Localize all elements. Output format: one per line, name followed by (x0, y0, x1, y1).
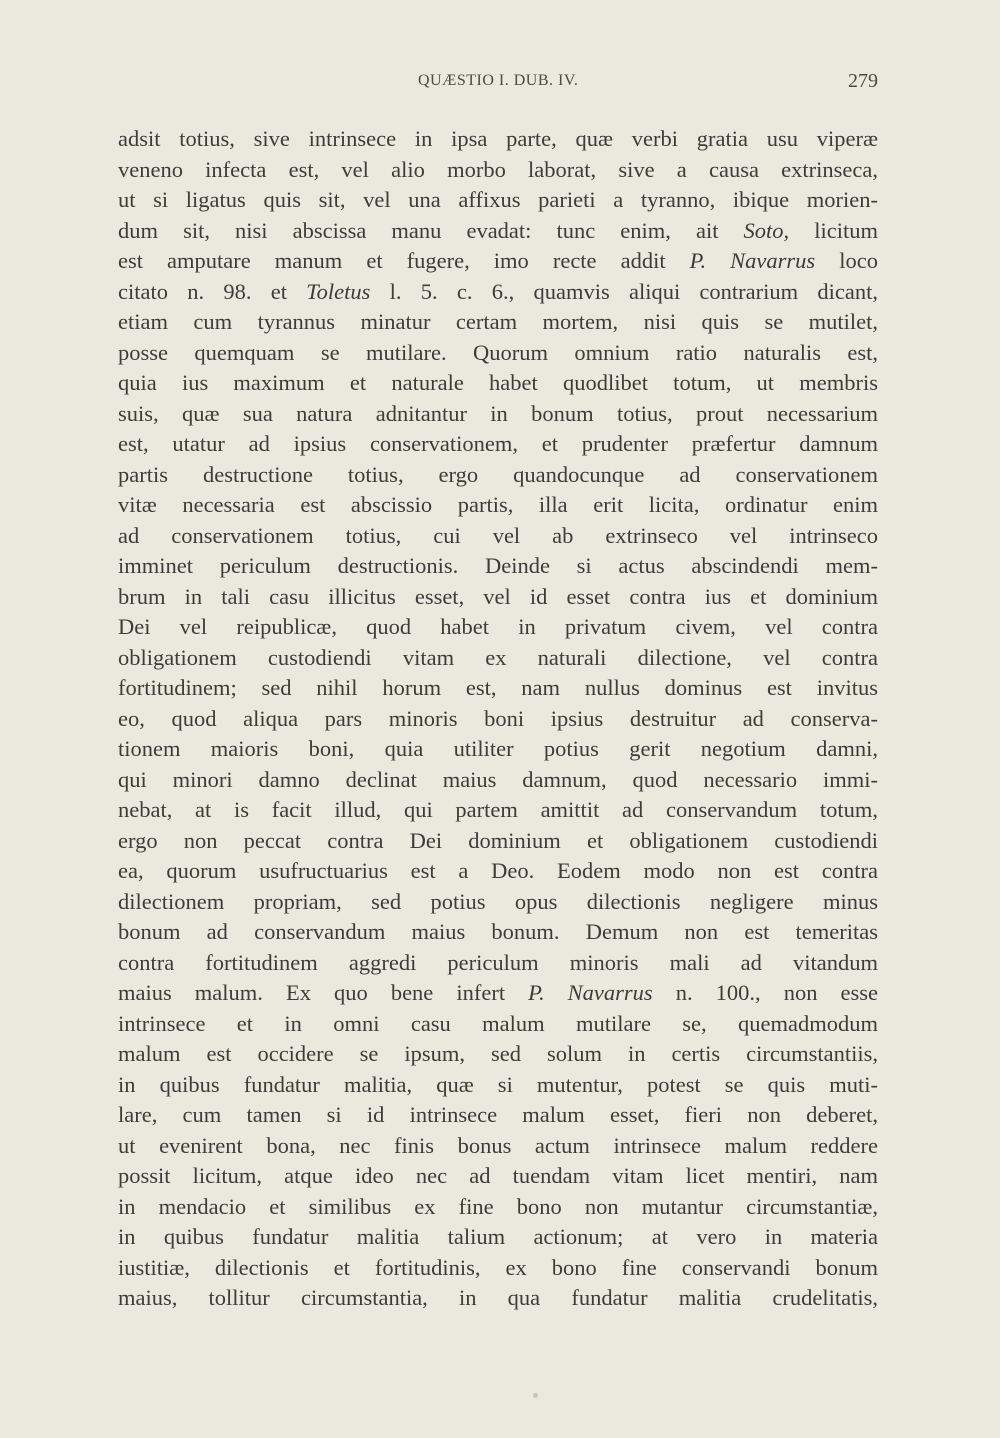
text-line (118, 795, 878, 826)
text-line (118, 368, 878, 399)
text-run: etiam cum tyrannus minatur certam mortem, nisi quis se mutilet, (118, 309, 878, 334)
text-line (118, 1283, 878, 1314)
text-line (118, 734, 878, 765)
text-line (118, 1192, 878, 1223)
text-line (118, 856, 878, 887)
text-run: tionem maioris boni, quia utiliter potius gerit negotium damni, (118, 736, 878, 761)
text-run: est amputare manum et fugere, imo recte addit (118, 248, 690, 273)
text-line (118, 429, 878, 460)
text-line (118, 612, 878, 643)
text-line (118, 948, 878, 979)
text-line (118, 460, 878, 491)
page-header (118, 72, 878, 96)
italic-citation: P. Navarrus (689, 248, 816, 273)
text-run: maius, tollitur circumstantia, in qua fundatur malitia crudelitatis, (118, 1285, 878, 1310)
text-run: in quibus fundatur malitia, quæ si mutentur, potest se quis muti- (118, 1071, 878, 1097)
text-run: brum in tali casu illicitus esset, vel id esset contra ius et dominium (118, 583, 878, 609)
text-run: obligationem custodiendi vitam ex naturali dilectione, vel contra (118, 644, 878, 670)
text-line (118, 1222, 878, 1253)
text-run: intrinsece et in omni casu malum mutilare se, quemadmodum (118, 1010, 878, 1036)
italic-citation: Soto, (743, 217, 790, 243)
text-run: licitum (789, 217, 878, 243)
text-run: n. 100., non esse (652, 980, 878, 1005)
text-line (118, 887, 878, 918)
text-run: dilectionem propriam, sed potius opus dilectionis negligere minus (118, 888, 878, 914)
text-run: eo, quod aliqua pars minoris boni ipsius destruitur ad conserva- (118, 705, 878, 731)
text-run: malum est occidere se ipsum, sed solum in certis circumstantiis, (118, 1041, 878, 1066)
text-line (118, 643, 878, 674)
text-run: ea, quorum usufructuarius est a Deo. Eodem modo non est contra (118, 858, 878, 883)
italic-citation: P. Navarrus (528, 980, 653, 1005)
text-line (118, 551, 878, 582)
text-line (118, 582, 878, 613)
text-line (118, 917, 878, 948)
text-run: ut evenirent bona, nec finis bonus actum intrinsece malum reddere (118, 1132, 878, 1158)
text-line (118, 124, 878, 155)
text-run: partis destructione totius, ergo quandocunque ad conservationem (118, 461, 878, 487)
text-run: quia ius maximum et naturale habet quodlibet totum, ut membris (118, 370, 878, 395)
text-line (118, 1009, 878, 1040)
text-line (118, 765, 878, 796)
text-line (118, 216, 878, 247)
text-line (118, 704, 878, 735)
text-run: qui minori damno declinat maius damnum, quod necessario immi- (118, 766, 878, 792)
text-line (118, 673, 878, 704)
text-run: Dei vel reipublicæ, quod habet in privatum civem, vel contra (118, 614, 878, 639)
text-run: loco (815, 248, 878, 273)
text-run: in quibus fundatur malitia talium actionum; at vero in materia (118, 1224, 878, 1249)
text-run: in mendacio et similibus ex fine bono non mutantur circumstantiæ, (118, 1193, 878, 1219)
text-run: adsit totius, sive intrinsece in ipsa parte, quæ verbi gratia usu viperæ (118, 126, 878, 151)
text-run: nebat, at is facit illud, qui partem amittit ad conservandum totum, (118, 797, 878, 822)
text-line (118, 826, 878, 857)
text-run: vitæ necessaria est abscissio partis, illa erit licita, ordinatur enim (118, 492, 878, 517)
text-line (118, 338, 878, 369)
text-run: possit licitum, atque ideo nec ad tuendam vitam licet mentiri, nam (118, 1163, 878, 1188)
text-run: citato n. 98. et (118, 278, 307, 304)
text-run: ut si ligatus quis sit, vel una affixus parieti a tyranno, ibique morien- (118, 187, 878, 212)
italic-citation: Toletus (306, 278, 371, 304)
body-text (118, 124, 878, 1314)
text-line (118, 1070, 878, 1101)
text-run: est, utatur ad ipsius conservationem, et prudenter præfertur damnum (118, 431, 878, 456)
text-run: suis, quæ sua natura adnitantur in bonum totius, prout necessarium (118, 400, 878, 426)
text-run: l. 5. c. 6., quamvis aliqui contrarium dicant, (370, 278, 878, 304)
running-head: QUÆSTIO I. DUB. IV. (418, 72, 579, 89)
text-line (118, 246, 878, 277)
page-number: 279 (848, 70, 878, 92)
text-line (118, 307, 878, 338)
text-line (118, 1131, 878, 1162)
text-run: dum sit, nisi abscissa manu evadat: tunc enim, ait (118, 217, 744, 243)
text-line (118, 399, 878, 430)
text-run: veneno infecta est, vel alio morbo laborat, sive a causa extrinseca, (118, 156, 878, 182)
text-run: iustitiæ, dilectionis et fortitudinis, ex bono fine conservandi bonum (118, 1254, 878, 1280)
text-run: ergo non peccat contra Dei dominium et obligationem custodiendi (118, 827, 878, 853)
text-run: posse quemquam se mutilare. Quorum omnium ratio naturalis est, (118, 339, 878, 365)
text-line (118, 155, 878, 186)
text-run: maius malum. Ex quo bene infert (118, 980, 529, 1005)
text-line (118, 185, 878, 216)
text-line (118, 1253, 878, 1284)
text-line (118, 490, 878, 521)
text-run: imminet periculum destructionis. Deinde si actus abscindendi mem- (118, 553, 878, 578)
text-line (118, 521, 878, 552)
print-speck (533, 1393, 538, 1398)
text-line (118, 1039, 878, 1070)
text-line (118, 978, 878, 1009)
text-line (118, 1100, 878, 1131)
text-run: bonum ad conservandum maius bonum. Demum non est temeritas (118, 919, 878, 944)
text-line (118, 1161, 878, 1192)
text-run: lare, cum tamen si id intrinsece malum esset, fieri non deberet, (118, 1102, 878, 1127)
text-run: fortitudinem; sed nihil horum est, nam nullus dominus est invitus (118, 675, 878, 700)
text-line (118, 277, 878, 308)
text-run: ad conservationem totius, cui vel ab extrinseco vel intrinseco (118, 522, 878, 548)
text-run: contra fortitudinem aggredi periculum minoris mali ad vitandum (118, 949, 878, 975)
